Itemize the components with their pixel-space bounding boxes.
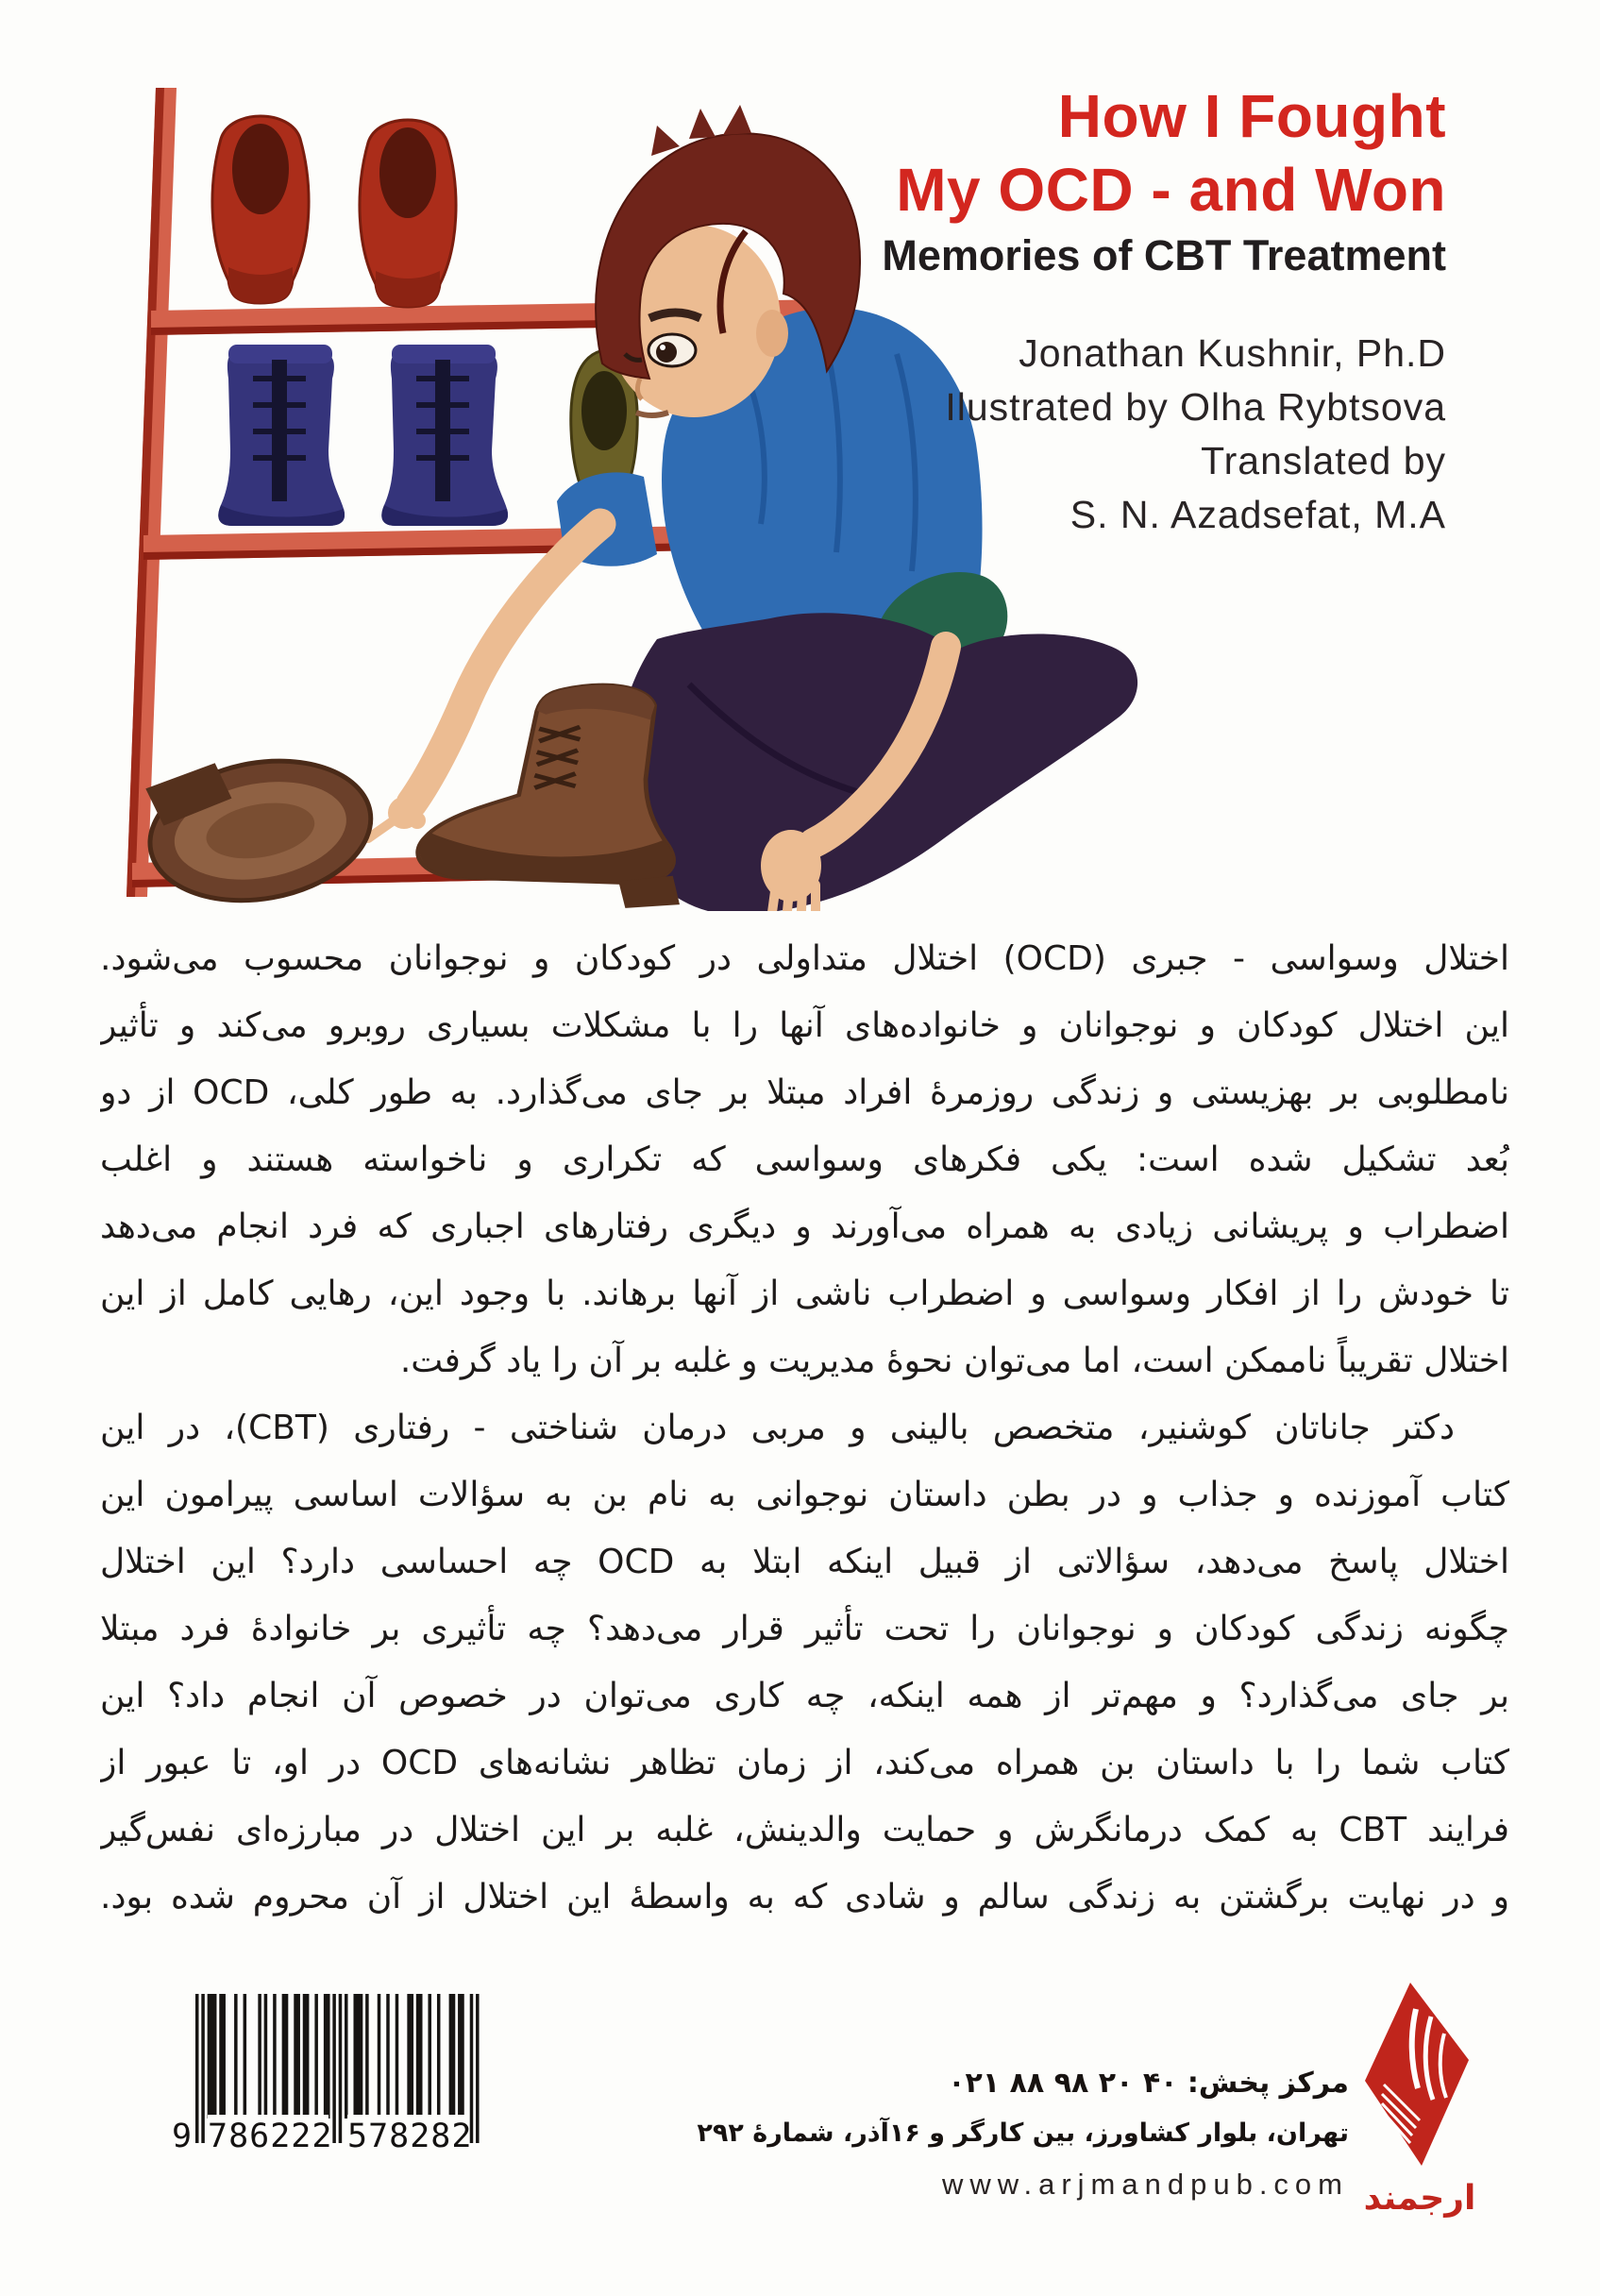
synopsis-line: این اختلال کودکان و نوجوانان و خانواده‌های آنها را با مشکلات بسیاری روبرو می‌کند و تأثیر [100, 1006, 1509, 1045]
book-title-line2: My OCD - and Won [896, 156, 1446, 224]
synopsis-line: کتاب شما را با داستان بن همراه می‌کند، از زمان تظاهر نشانه‌های OCD در او، تا عبور از [100, 1744, 1509, 1782]
synopsis-line: تا خودش را از افکار وسواسی و اضطراب ناشی از آنها برهاند. با وجود این، رهایی کامل از این [100, 1275, 1509, 1313]
translator-name: S. N. Azadsefat, M.A [1069, 493, 1446, 536]
synopsis-text [100, 925, 1509, 1931]
synopsis-line: کتاب آموزنده و جذاب و در بطن داستان نوجوانی به نام بن به سؤالات اساسی پیرامون این [100, 1476, 1509, 1514]
barcode-digit-lead: 9 [172, 2115, 192, 2158]
boy-pants [617, 613, 1137, 911]
synopsis-line: بر جای می‌گذارد؟ و مهم‌تر از همه اینکه، چه کاری می‌توان در خصوص آن انجام داد؟ این [100, 1677, 1509, 1715]
synopsis-line: اضطراب و پریشانی زیادی به همراه می‌آورند و دیگری رفتارهای اجباری که فرد انجام می‌دهد [100, 1207, 1509, 1246]
flipped-brown-shoe [138, 738, 382, 911]
synopsis-line: و در نهایت برگشتن به زندگی سالم و شادی که به واسطهٔ این اختلال از آن محروم شده بود. [100, 1878, 1509, 1916]
distribution-phone: مرکز پخش: ۴۰ ۲۰ ۹۸ ۸۸ ۰۲۱ [948, 2067, 1349, 2100]
book-subtitle: Memories of CBT Treatment [882, 231, 1446, 279]
synopsis-line: اختلال پاسخ می‌دهد، سؤالاتی از قبیل اینکه ابتلا به OCD چه احساسی دارد؟ این اختلال [100, 1543, 1509, 1581]
synopsis-line: چگونه زندگی کودکان و نوجوانان را تحت تأثیر قرار می‌دهد؟ چه تأثیری بر خانوادهٔ فرد مبتلا [100, 1610, 1509, 1648]
title-block [882, 79, 1446, 542]
arjmand-book-diamond-icon [1361, 1979, 1478, 2172]
publisher-wordmark: ارجمند [1363, 2179, 1476, 2218]
book-title-line1: How I Fought [1057, 82, 1446, 150]
isbn-barcode [172, 1994, 489, 2187]
barcode-digits-right: 578282 [347, 2115, 468, 2158]
translated-by-label: Translated by [1201, 439, 1446, 482]
barcode-number [172, 2115, 489, 2158]
blue-boots-pair [218, 345, 508, 526]
publisher-address: تهران، بلوار کشاورز، بین کارگر و ۱۶آذر، شمارهٔ ۲۹۲ [697, 2119, 1349, 2148]
synopsis-line: بُعد تشکیل شده است: یکی فکرهای وسواسی که تکراری و ناخواسته هستند و اغلب [100, 1140, 1509, 1179]
author-name: Jonathan Kushnir, Ph.D [1019, 331, 1446, 375]
synopsis-line: نامطلوبی بر بهزیستی و زندگی روزمرهٔ افراد مبتلا بر جای می‌گذارد. به طور کلی، OCD از دو [100, 1073, 1509, 1112]
synopsis-line: اختلال تقریباً ناممکن است، اما می‌توان نحوهٔ مدیریت و غلبه بر آن را یاد گرفت. [399, 1342, 1509, 1380]
publisher-website: www.arjmandpub.com [942, 2168, 1349, 2201]
red-heels-pair [212, 116, 456, 307]
synopsis-line: فرایند CBT به کمک درمانگرش و حمایت والدینش، غلبه بر این اختلال در مبارزه‌ای نفس‌گیر [100, 1811, 1509, 1849]
synopsis-line: اختلال وسواسی - جبری (OCD) اختلال متداولی در کودکان و نوجوانان محسوب می‌شود. [100, 939, 1509, 978]
illustrator-credit: Ilustrated by Olha Rybtsova [945, 385, 1446, 429]
publisher-logo [1361, 1979, 1478, 2218]
synopsis-line: دکتر جاناتان کوشنیر، متخصص بالینی و مربی درمان شناختی - رفتاری (CBT)، در این [100, 1409, 1455, 1447]
barcode-digits-left: 786222 [208, 2115, 328, 2158]
publisher-info [697, 2058, 1349, 2211]
